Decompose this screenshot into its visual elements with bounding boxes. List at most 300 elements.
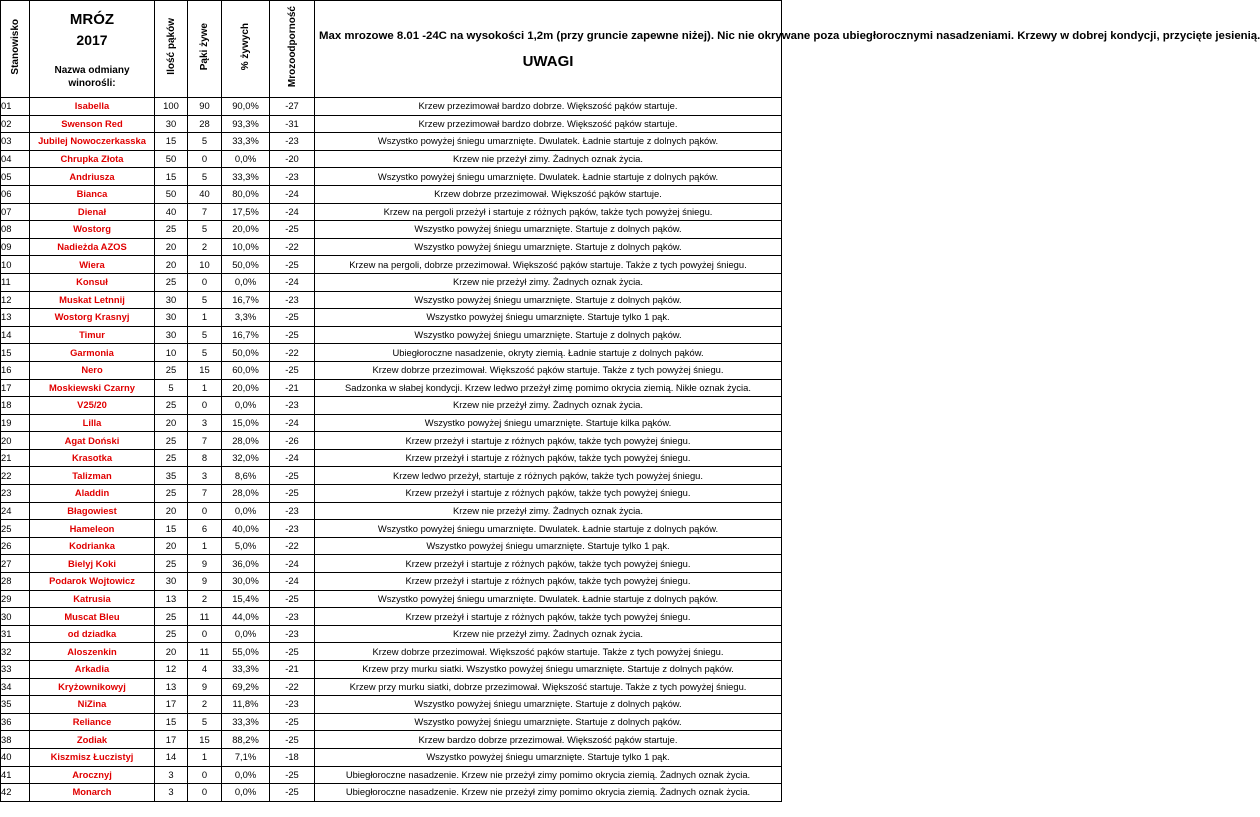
alive-percent-cell[interactable]: 0,0% [222,625,270,643]
alive-buds-cell[interactable]: 5 [188,326,222,344]
alive-buds-cell[interactable]: 5 [188,291,222,309]
variety-name-cell[interactable]: Reliance [30,713,155,731]
bud-count-cell[interactable]: 15 [155,520,188,538]
header-title-cell[interactable] [30,1,155,98]
alive-buds-cell[interactable]: 0 [188,784,222,802]
site-number-cell[interactable]: 03 [1,133,30,151]
bud-count-cell[interactable]: 13 [155,678,188,696]
site-number-cell[interactable]: 33 [1,661,30,679]
notes-cell[interactable]: Krzew na pergoli przeżył i startuje z różnych pąków, także tych powyżej śniegu. [315,203,782,221]
site-number-cell[interactable]: 36 [1,713,30,731]
variety-name-cell[interactable]: Wostorg Krasnyj [30,309,155,327]
bud-count-cell[interactable]: 12 [155,661,188,679]
variety-name-cell[interactable]: Nadieżda AZOS [30,238,155,256]
site-number-cell[interactable]: 15 [1,344,30,362]
notes-cell[interactable]: Krzew przeżył i startuje z różnych pąków, także tych powyżej śniegu. [315,432,782,450]
site-number-cell[interactable]: 04 [1,150,30,168]
alive-buds-cell[interactable]: 11 [188,643,222,661]
table-row [1,379,782,397]
variety-name-cell[interactable]: Aloszenkin [30,643,155,661]
site-number-cell[interactable]: 32 [1,643,30,661]
notes-cell[interactable]: Krzew przeżył i startuje z różnych pąków, także tych powyżej śniegu. [315,573,782,591]
alive-percent-cell[interactable]: 93,3% [222,115,270,133]
bud-count-cell[interactable]: 25 [155,625,188,643]
notes-cell[interactable]: Krzew przy murku siatki. Wszystko powyżej śniegu umarznięte. Startuje z dolnych pąków. [315,661,782,679]
bud-count-cell[interactable]: 25 [155,397,188,415]
bud-count-cell[interactable]: 30 [155,326,188,344]
bud-count-cell[interactable]: 50 [155,185,188,203]
bud-count-cell[interactable]: 25 [155,608,188,626]
table-row [1,221,782,239]
frost-resistance-cell[interactable]: -24 [270,555,315,573]
variety-name-cell[interactable]: Moskiewski Czarny [30,379,155,397]
site-number-cell[interactable]: 26 [1,537,30,555]
frost-resistance-cell[interactable]: -25 [270,590,315,608]
notes-cell[interactable]: Wszystko powyżej śniegu umarznięte. Startuje tylko 1 pąk. [315,537,782,555]
frost-resistance-cell[interactable]: -25 [270,731,315,749]
alive-buds-cell[interactable]: 5 [188,168,222,186]
alive-buds-cell[interactable]: 8 [188,449,222,467]
alive-percent-cell[interactable]: 0,0% [222,784,270,802]
site-number-cell[interactable]: 38 [1,731,30,749]
variety-name-cell[interactable]: Wostorg [30,221,155,239]
alive-buds-cell[interactable]: 7 [188,485,222,503]
bud-count-cell[interactable]: 17 [155,696,188,714]
header-site-cell[interactable] [1,1,30,98]
frost-resistance-cell[interactable]: -23 [270,502,315,520]
notes-cell[interactable]: Wszystko powyżej śniegu umarznięte. Startuje tylko 1 pąk. [315,748,782,766]
variety-name-cell[interactable]: Wiera [30,256,155,274]
alive-percent-cell[interactable]: 44,0% [222,608,270,626]
notes-cell[interactable]: Krzew nie przeżył zimy. Żadnych oznak życia. [315,502,782,520]
notes-cell[interactable]: Wszystko powyżej śniegu umarznięte. Startuje z dolnych pąków. [315,291,782,309]
alive-percent-cell[interactable]: 90,0% [222,98,270,116]
variety-name-cell[interactable]: Muskat Letnnij [30,291,155,309]
variety-name-cell[interactable]: Isabella [30,98,155,116]
site-number-cell[interactable]: 02 [1,115,30,133]
alive-buds-cell[interactable]: 4 [188,661,222,679]
notes-cell[interactable]: Ubiegłoroczne nasadzenie. Krzew nie przeżył zimy pomimo okrycia ziemią. Żadnych oznak życia. [315,784,782,802]
frost-resistance-cell[interactable]: -25 [270,485,315,503]
alive-percent-cell[interactable]: 11,8% [222,696,270,714]
frost-resistance-cell[interactable]: -22 [270,238,315,256]
bud-count-cell[interactable]: 20 [155,238,188,256]
frost-resistance-cell[interactable]: -26 [270,432,315,450]
frost-resistance-cell[interactable]: -23 [270,608,315,626]
notes-cell[interactable]: Krzew nie przeżył zimy. Żadnych oznak życia. [315,273,782,291]
bud-count-cell[interactable]: 40 [155,203,188,221]
alive-buds-cell[interactable]: 3 [188,467,222,485]
notes-cell[interactable]: Krzew dobrze przezimował. Większość pąków startuje. Także z tych powyżej śniegu. [315,361,782,379]
alive-buds-cell[interactable]: 0 [188,397,222,415]
frost-resistance-cell[interactable]: -22 [270,537,315,555]
header-notes-cell[interactable] [315,1,1260,98]
variety-name-cell[interactable]: Konsuł [30,273,155,291]
alive-percent-cell[interactable]: 0,0% [222,150,270,168]
site-number-cell[interactable]: 05 [1,168,30,186]
table-row [1,414,782,432]
alive-percent-cell[interactable]: 36,0% [222,555,270,573]
bud-count-cell[interactable]: 30 [155,115,188,133]
bud-count-cell[interactable]: 25 [155,273,188,291]
alive-percent-cell[interactable]: 5,0% [222,537,270,555]
variety-name-cell[interactable]: Chrupka Złota [30,150,155,168]
notes-cell[interactable]: Krzew nie przeżył zimy. Żadnych oznak życia. [315,397,782,415]
notes-cell[interactable]: Wszystko powyżej śniegu umarznięte. Startuje z dolnych pąków. [315,326,782,344]
bud-count-cell[interactable]: 25 [155,361,188,379]
site-number-cell[interactable]: 41 [1,766,30,784]
frost-resistance-cell[interactable]: -27 [270,98,315,116]
variety-name-cell[interactable]: Kiszmisz Łuczistyj [30,748,155,766]
site-number-cell[interactable]: 24 [1,502,30,520]
header-count-cell[interactable] [155,1,188,98]
variety-name-cell[interactable]: Kodrianka [30,537,155,555]
variety-name-cell[interactable]: Muscat Bleu [30,608,155,626]
alive-percent-cell[interactable]: 33,3% [222,168,270,186]
frost-resistance-cell[interactable]: -24 [270,203,315,221]
alive-buds-cell[interactable]: 40 [188,185,222,203]
alive-buds-cell[interactable]: 0 [188,273,222,291]
site-number-cell[interactable]: 23 [1,485,30,503]
bud-count-cell[interactable]: 25 [155,432,188,450]
notes-cell[interactable]: Krzew dobrze przezimował. Większość pąków startuje. Także z tych powyżej śniegu. [315,643,782,661]
header-frost-cell[interactable] [270,1,315,98]
notes-cell[interactable]: Krzew ledwo przeżył, startuje z różnych pąków, także tych powyżej śniegu. [315,467,782,485]
site-number-cell[interactable]: 34 [1,678,30,696]
alive-buds-cell[interactable]: 28 [188,115,222,133]
alive-percent-cell[interactable]: 33,3% [222,713,270,731]
frost-resistance-cell[interactable]: -23 [270,291,315,309]
site-number-cell[interactable]: 18 [1,397,30,415]
site-number-cell[interactable]: 28 [1,573,30,591]
site-number-cell[interactable]: 20 [1,432,30,450]
alive-percent-cell[interactable]: 69,2% [222,678,270,696]
alive-buds-cell[interactable]: 9 [188,678,222,696]
table-row [1,133,782,151]
notes-cell[interactable]: Krzew przy murku siatki, dobrze przezimował. Większość startuje. Także z tych powyżej śniegu. [315,678,782,696]
frost-resistance-cell[interactable]: -25 [270,766,315,784]
alive-buds-cell[interactable]: 2 [188,590,222,608]
frost-resistance-cell[interactable]: -25 [270,784,315,802]
site-number-cell[interactable]: 25 [1,520,30,538]
alive-percent-cell[interactable]: 88,2% [222,731,270,749]
alive-percent-cell[interactable]: 80,0% [222,185,270,203]
notes-cell[interactable]: Wszystko powyżej śniegu umarznięte. Startuje z dolnych pąków. [315,696,782,714]
site-number-cell[interactable]: 27 [1,555,30,573]
alive-percent-cell[interactable]: 0,0% [222,766,270,784]
site-number-cell[interactable]: 35 [1,696,30,714]
variety-name-cell[interactable]: Bianca [30,185,155,203]
alive-buds-cell[interactable]: 1 [188,537,222,555]
bud-count-cell[interactable]: 14 [155,748,188,766]
alive-percent-cell[interactable]: 17,5% [222,203,270,221]
notes-cell[interactable]: Krzew przezimował bardzo dobrze. Większość pąków startuje. [315,115,782,133]
alive-percent-cell[interactable]: 60,0% [222,361,270,379]
alive-percent-cell[interactable]: 40,0% [222,520,270,538]
site-number-cell[interactable]: 14 [1,326,30,344]
site-number-cell[interactable]: 40 [1,748,30,766]
variety-name-cell[interactable]: Talizman [30,467,155,485]
alive-percent-cell[interactable]: 15,0% [222,414,270,432]
site-number-cell[interactable]: 12 [1,291,30,309]
alive-buds-cell[interactable]: 6 [188,520,222,538]
alive-buds-cell[interactable]: 5 [188,713,222,731]
frost-resistance-cell[interactable]: -24 [270,185,315,203]
bud-count-cell[interactable]: 17 [155,731,188,749]
alive-percent-cell[interactable]: 16,7% [222,291,270,309]
notes-cell[interactable]: Krzew bardzo dobrze przezimował. Większość pąków startuje. [315,731,782,749]
alive-buds-cell[interactable]: 90 [188,98,222,116]
frost-resistance-cell[interactable]: -25 [270,221,315,239]
variety-name-cell[interactable]: Agat Doński [30,432,155,450]
table-row [1,784,782,802]
bud-count-cell[interactable]: 3 [155,784,188,802]
frost-resistance-cell[interactable]: -23 [270,625,315,643]
alive-percent-cell[interactable]: 16,7% [222,326,270,344]
frost-resistance-cell[interactable]: -25 [270,309,315,327]
alive-buds-cell[interactable]: 1 [188,379,222,397]
notes-cell[interactable]: Wszystko powyżej śniegu umarznięte. Startuje tylko 1 pąk. [315,309,782,327]
alive-percent-cell[interactable]: 33,3% [222,133,270,151]
alive-percent-cell[interactable]: 15,4% [222,590,270,608]
table-row [1,432,782,450]
alive-buds-cell[interactable]: 0 [188,766,222,784]
frost-resistance-cell[interactable]: -24 [270,449,315,467]
frost-resistance-cell[interactable]: -23 [270,133,315,151]
alive-percent-cell[interactable]: 32,0% [222,449,270,467]
variety-name-cell[interactable]: Kryżownikowyj [30,678,155,696]
sheet-title: MRÓZ [69,10,115,28]
alive-buds-cell[interactable]: 1 [188,309,222,327]
alive-buds-cell[interactable]: 15 [188,731,222,749]
bud-count-cell[interactable]: 20 [155,643,188,661]
frost-resistance-cell[interactable]: -25 [270,643,315,661]
variety-name-cell[interactable]: Timur [30,326,155,344]
frost-resistance-cell[interactable]: -25 [270,713,315,731]
site-number-cell[interactable]: 19 [1,414,30,432]
variety-name-cell[interactable]: od dziadka [30,625,155,643]
alive-percent-cell[interactable]: 20,0% [222,379,270,397]
frost-resistance-cell[interactable]: -31 [270,115,315,133]
bud-count-cell[interactable]: 20 [155,537,188,555]
bud-count-cell[interactable]: 20 [155,256,188,274]
alive-percent-cell[interactable]: 0,0% [222,502,270,520]
notes-cell[interactable]: Krzew przeżył i startuje z różnych pąków, także tych powyżej śniegu. [315,449,782,467]
variety-name-cell[interactable]: Garmonia [30,344,155,362]
bud-count-cell[interactable]: 15 [155,713,188,731]
notes-cell[interactable]: Krzew przeżył i startuje z różnych pąków, także tych powyżej śniegu. [315,485,782,503]
table-row [1,115,782,133]
frost-resistance-cell[interactable]: -23 [270,168,315,186]
site-number-cell[interactable]: 13 [1,309,30,327]
variety-name-cell[interactable]: Aladdin [30,485,155,503]
site-number-cell[interactable]: 17 [1,379,30,397]
frost-resistance-cell[interactable]: -25 [270,361,315,379]
variety-name-cell[interactable]: NiZina [30,696,155,714]
alive-percent-cell[interactable]: 50,0% [222,256,270,274]
alive-buds-cell[interactable]: 5 [188,133,222,151]
bud-count-cell[interactable]: 15 [155,168,188,186]
notes-cell[interactable]: Wszystko powyżej śniegu umarznięte. Startuje z dolnych pąków. [315,221,782,239]
bud-count-cell[interactable]: 25 [155,449,188,467]
site-number-cell[interactable]: 30 [1,608,30,626]
alive-percent-cell[interactable]: 0,0% [222,273,270,291]
bud-count-cell[interactable]: 13 [155,590,188,608]
site-number-cell[interactable]: 06 [1,185,30,203]
bud-count-cell[interactable]: 25 [155,555,188,573]
notes-cell[interactable]: Ubiegłoroczne nasadzenie, okryty ziemią. Ładnie startuje z dolnych pąków. [315,344,782,362]
alive-buds-cell[interactable]: 0 [188,625,222,643]
alive-buds-cell[interactable]: 9 [188,555,222,573]
alive-buds-cell[interactable]: 10 [188,256,222,274]
alive-buds-cell[interactable]: 2 [188,696,222,714]
notes-cell[interactable]: Wszystko powyżej śniegu umarznięte. Startuje kilka pąków. [315,414,782,432]
frost-resistance-cell[interactable]: -24 [270,273,315,291]
variety-name-cell[interactable]: Arocznyj [30,766,155,784]
variety-name-cell[interactable]: Jubilej Nowoczerkasska [30,133,155,151]
frost-resistance-cell[interactable]: -25 [270,467,315,485]
frost-resistance-cell[interactable]: -24 [270,414,315,432]
variety-name-cell[interactable]: Swenson Red [30,115,155,133]
frost-resistance-cell[interactable]: -24 [270,573,315,591]
alive-percent-cell[interactable]: 28,0% [222,432,270,450]
table-row [1,590,782,608]
bud-count-cell[interactable]: 30 [155,573,188,591]
alive-buds-cell[interactable]: 0 [188,150,222,168]
site-number-cell[interactable]: 29 [1,590,30,608]
alive-buds-cell[interactable]: 11 [188,608,222,626]
frost-resistance-cell[interactable]: -25 [270,256,315,274]
frost-resistance-cell[interactable]: -18 [270,748,315,766]
bud-count-cell[interactable]: 20 [155,414,188,432]
variety-name-cell[interactable]: Bielyj Koki [30,555,155,573]
variety-name-cell[interactable]: Dienał [30,203,155,221]
alive-percent-cell[interactable]: 8,6% [222,467,270,485]
alive-buds-cell[interactable]: 7 [188,203,222,221]
notes-cell[interactable]: Krzew przeżył i startuje z różnych pąków, także tych powyżej śniegu. [315,555,782,573]
alive-percent-cell[interactable]: 50,0% [222,344,270,362]
notes-cell[interactable]: Krzew przeżył i startuje z różnych pąków, także tych powyżej śniegu. [315,608,782,626]
alive-percent-cell[interactable]: 7,1% [222,748,270,766]
notes-cell[interactable]: Krzew nie przeżył zimy. Żadnych oznak życia. [315,625,782,643]
bud-count-cell[interactable]: 50 [155,150,188,168]
bud-count-cell[interactable]: 10 [155,344,188,362]
site-number-cell[interactable]: 11 [1,273,30,291]
alive-percent-cell[interactable]: 20,0% [222,221,270,239]
alive-buds-cell[interactable]: 1 [188,748,222,766]
alive-percent-cell[interactable]: 10,0% [222,238,270,256]
frost-resistance-cell[interactable]: -23 [270,520,315,538]
table-row [1,485,782,503]
alive-percent-cell[interactable]: 0,0% [222,397,270,415]
notes-cell[interactable]: Wszystko powyżej śniegu umarznięte. Dwulatek. Ładnie startuje z dolnych pąków. [315,168,782,186]
notes-cell[interactable]: Wszystko powyżej śniegu umarznięte. Dwulatek. Ładnie startuje z dolnych pąków. [315,133,782,151]
notes-cell[interactable]: Krzew dobrze przezimował. Większość pąków startuje. [315,185,782,203]
alive-buds-cell[interactable]: 2 [188,238,222,256]
frost-resistance-cell[interactable]: -20 [270,150,315,168]
alive-buds-cell[interactable]: 5 [188,221,222,239]
notes-cell[interactable]: Ubiegłoroczne nasadzenie. Krzew nie przeżył zimy pomimo okrycia ziemią. Żadnych oznak życia. [315,766,782,784]
variety-name-cell[interactable]: Podarok Wojtowicz [30,573,155,591]
variety-name-cell[interactable]: V25/20 [30,397,155,415]
variety-name-cell[interactable]: Katrusia [30,590,155,608]
bud-count-cell[interactable]: 35 [155,467,188,485]
alive-buds-cell[interactable]: 7 [188,432,222,450]
table-row [1,608,782,626]
bud-count-cell[interactable]: 20 [155,502,188,520]
notes-cell[interactable]: Wszystko powyżej śniegu umarznięte. Startuje z dolnych pąków. [315,238,782,256]
frost-resistance-cell[interactable]: -23 [270,397,315,415]
alive-percent-cell[interactable]: 33,3% [222,661,270,679]
variety-name-cell[interactable]: Zodiak [30,731,155,749]
site-number-cell[interactable]: 01 [1,98,30,116]
alive-percent-cell[interactable]: 30,0% [222,573,270,591]
frost-resistance-cell[interactable]: -21 [270,379,315,397]
frost-resistance-cell[interactable]: -25 [270,326,315,344]
variety-name-cell[interactable]: Monarch [30,784,155,802]
alive-percent-cell[interactable]: 55,0% [222,643,270,661]
frost-resistance-cell[interactable]: -23 [270,696,315,714]
bud-count-cell[interactable]: 25 [155,485,188,503]
site-number-cell[interactable]: 10 [1,256,30,274]
variety-name-cell[interactable]: Andriusza [30,168,155,186]
notes-cell[interactable]: Krzew na pergoli, dobrze przezimował. Większość pąków startuje. Także z tych powyżej śniegu. [315,256,782,274]
frost-resistance-cell[interactable]: -22 [270,344,315,362]
frost-resistance-cell[interactable]: -21 [270,661,315,679]
variety-name-cell[interactable]: Arkadia [30,661,155,679]
bud-count-cell[interactable]: 5 [155,379,188,397]
variety-name-cell[interactable]: Nero [30,361,155,379]
site-number-cell[interactable]: 16 [1,361,30,379]
variety-name-cell[interactable]: Hameleon [30,520,155,538]
bud-count-cell[interactable]: 3 [155,766,188,784]
site-number-cell[interactable]: 22 [1,467,30,485]
alive-buds-cell[interactable]: 3 [188,414,222,432]
bud-count-cell[interactable]: 30 [155,309,188,327]
variety-name-cell[interactable]: Błagowiest [30,502,155,520]
bud-count-cell[interactable]: 30 [155,291,188,309]
alive-percent-cell[interactable]: 3,3% [222,309,270,327]
notes-cell[interactable]: Wszystko powyżej śniegu umarznięte. Dwulatek. Ładnie startuje z dolnych pąków. [315,590,782,608]
table-row [1,502,782,520]
site-number-cell[interactable]: 42 [1,784,30,802]
alive-percent-cell[interactable]: 28,0% [222,485,270,503]
notes-cell[interactable]: Krzew nie przeżył zimy. Żadnych oznak życia. [315,150,782,168]
notes-cell[interactable]: Wszystko powyżej śniegu umarznięte. Startuje z dolnych pąków. [315,713,782,731]
site-number-cell[interactable]: 07 [1,203,30,221]
alive-buds-cell[interactable]: 0 [188,502,222,520]
notes-cell[interactable]: Krzew przezimował bardzo dobrze. Większość pąków startuje. [315,98,782,116]
bud-count-cell[interactable]: 25 [155,221,188,239]
header-alive-cell[interactable] [188,1,222,98]
notes-description: Max mrozowe 8.01 -24C na wysokości 1,2m (przy gruncie zapewne niżej). Nic nie okrywane poza ubiegłorocznymi nasadzeniami. Krzewy w dobrej kondycji, przycięte jesienią. [319,30,1260,42]
site-number-cell[interactable]: 09 [1,238,30,256]
variety-name-cell[interactable]: Krasotka [30,449,155,467]
bud-count-cell[interactable]: 15 [155,133,188,151]
variety-name-cell[interactable]: Lilla [30,414,155,432]
alive-buds-cell[interactable]: 5 [188,344,222,362]
frost-resistance-cell[interactable]: -22 [270,678,315,696]
header-pct-cell[interactable] [222,1,270,98]
site-number-cell[interactable]: 08 [1,221,30,239]
alive-buds-cell[interactable]: 9 [188,573,222,591]
bud-count-cell[interactable]: 100 [155,98,188,116]
alive-buds-cell[interactable]: 15 [188,361,222,379]
site-number-cell[interactable]: 21 [1,449,30,467]
notes-cell[interactable]: Sadzonka w słabej kondycji. Krzew ledwo przeżył zimę pomimo okrycia ziemią. Nikłe oznak życia. [315,379,782,397]
site-number-cell[interactable]: 31 [1,625,30,643]
notes-cell[interactable]: Wszystko powyżej śniegu umarznięte. Dwulatek. Ładnie startuje z dolnych pąków. [315,520,782,538]
